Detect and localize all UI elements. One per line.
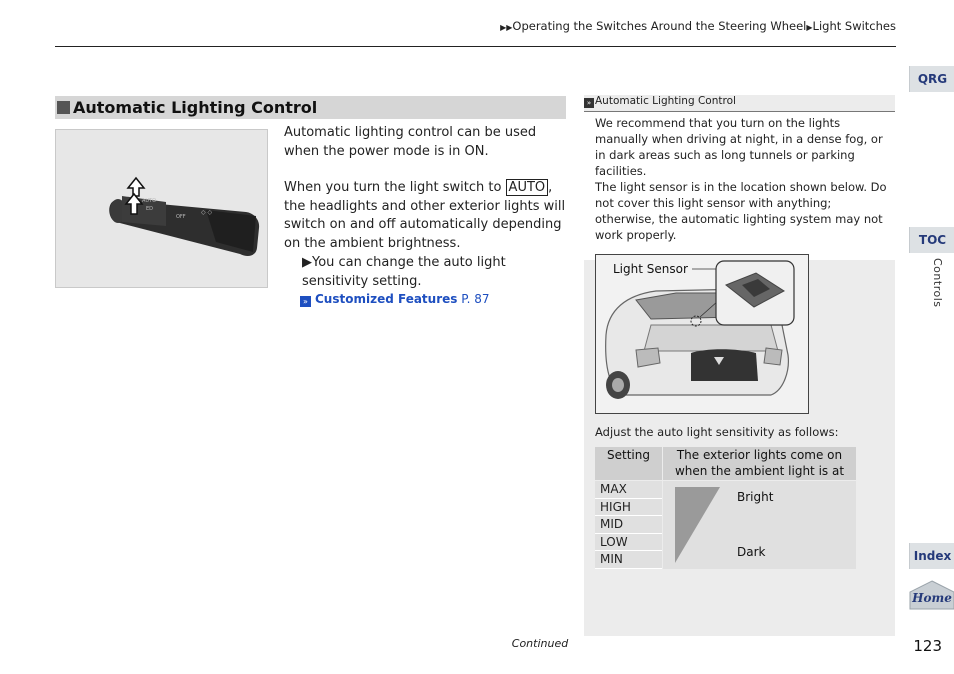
dark-label: Dark — [737, 545, 766, 559]
auto-paragraph-end: , the headlights and other exterior lights will switch on and off automatically depending on the ambient brightness. — [284, 180, 566, 251]
setting-row-min: MIN — [595, 551, 662, 569]
section-title: Automatic Lighting Control — [73, 98, 318, 117]
breadcrumb-item-light-switches[interactable]: Light Switches — [812, 19, 896, 33]
setting-row-mid: MID — [595, 516, 662, 534]
sidebar-marker-icon: » — [584, 98, 594, 108]
auto-switch-label: AUTO — [506, 179, 549, 196]
svg-text:AUTO: AUTO — [142, 198, 157, 204]
header-divider — [55, 46, 896, 47]
note-arrow-icon: ▶ — [302, 255, 312, 270]
continued-label: Continued — [511, 637, 569, 650]
xref-label[interactable]: Customized Features — [315, 292, 458, 306]
arrow-icon: ▶ — [806, 23, 813, 32]
breadcrumb-item-switches[interactable]: Operating the Switches Around the Steering Wheel — [512, 19, 807, 33]
index-tab[interactable]: Index — [909, 543, 954, 569]
qrg-tab[interactable]: QRG — [909, 66, 954, 92]
svg-text:◇ ◇: ◇ ◇ — [201, 209, 213, 216]
section-square-icon — [57, 101, 70, 114]
light-sensor-label: Light Sensor — [613, 262, 688, 276]
setting-column-header: Setting — [595, 447, 662, 480]
sidebar-paragraph-1: We recommend that you turn on the lights manually when driving at night, in a dense fog, or in dark areas such as long tunnels or parking facilities. — [595, 116, 883, 178]
section-header — [55, 96, 566, 119]
light-switch-image — [55, 129, 268, 288]
svg-text:ED: ED — [146, 206, 154, 212]
light-switch-stalk-icon — [56, 130, 267, 287]
sensitivity-note — [302, 254, 568, 291]
setting-row-high: HIGH — [595, 499, 662, 517]
toc-tab[interactable]: TOC — [909, 227, 954, 253]
adjust-instruction: Adjust the auto light sensitivity as follows: — [595, 425, 839, 439]
sensitivity-note-text: You can change the auto light sensitivity setting. — [302, 255, 506, 289]
home-tab-icon — [909, 580, 954, 610]
description-column-header: The exterior lights come on when the ambient light is at — [663, 447, 856, 480]
bright-label: Bright — [737, 490, 774, 504]
customized-features-link[interactable] — [300, 292, 560, 307]
cross-reference-icon: » — [300, 296, 311, 307]
home-tab[interactable] — [909, 580, 954, 610]
light-sensor-image — [595, 254, 809, 414]
breadcrumb — [380, 19, 896, 33]
sidebar-divider — [584, 111, 895, 112]
intro-paragraph: Automatic lighting control can be used when the power mode is in ON. — [284, 125, 537, 159]
auto-paragraph-start: When you turn the light switch to — [284, 180, 506, 195]
sidebar-paragraph-2: The light sensor is in the location shown below. Do not cover this light sensor with anything; otherwise, the automatic lighting system may not work properly. — [595, 180, 887, 242]
sidebar-title: Automatic Lighting Control — [595, 95, 736, 107]
svg-text:OFF: OFF — [176, 214, 186, 220]
setting-row-max: MAX — [595, 481, 662, 499]
home-tab-label: Home — [912, 591, 952, 605]
setting-row-low: LOW — [595, 534, 662, 552]
double-arrow-icon: ▶▶ — [500, 23, 513, 32]
section-label: Controls — [931, 258, 944, 308]
auto-paragraph — [284, 179, 569, 253]
sidebar-header — [584, 95, 895, 111]
page-number: 123 — [913, 637, 942, 655]
car-illustration — [596, 255, 808, 413]
xref-page[interactable]: P. 87 — [461, 292, 490, 306]
